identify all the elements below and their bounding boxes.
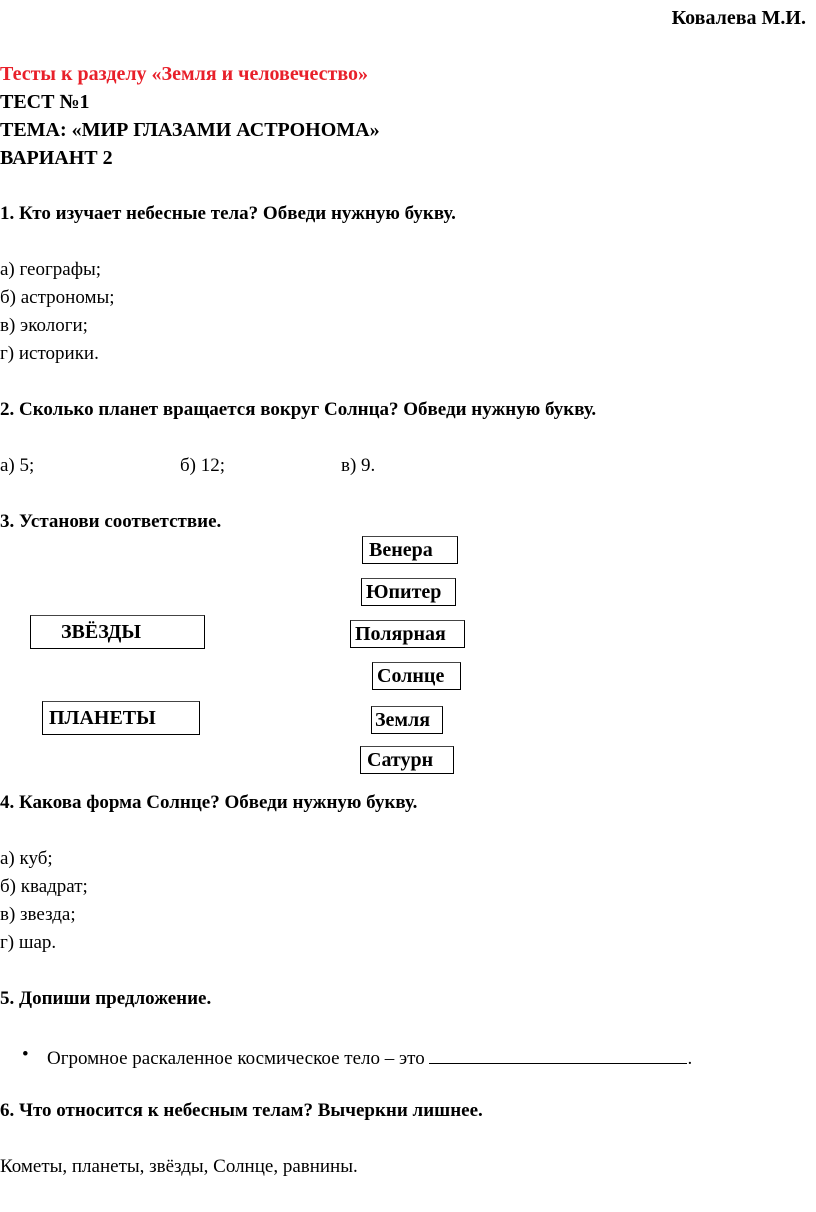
q5-sentence-end: .	[687, 1048, 693, 1069]
match-item-polaris: Полярная	[350, 620, 465, 648]
question-1: 1. Кто изучает небесные тела? Обведи нужную букву.	[0, 203, 456, 224]
q2-option-c: в) 9.	[341, 455, 376, 476]
match-item-venus: Венера	[362, 536, 458, 564]
question-4: 4. Какова форма Солнце? Обведи нужную букву.	[0, 792, 418, 813]
author-name: Ковалева М.И.	[671, 7, 806, 29]
bullet-icon: •	[22, 1044, 29, 1065]
question-5: 5. Допиши предложение.	[0, 988, 212, 1009]
q4-option-c: в) звезда;	[0, 904, 76, 925]
q1-option-c: в) экологи;	[0, 315, 88, 336]
q4-option-a: а) куб;	[0, 848, 53, 869]
match-item-jupiter: Юпитер	[361, 578, 456, 606]
question-2: 2. Сколько планет вращается вокруг Солнца? Обведи нужную букву.	[0, 399, 597, 420]
q5-sentence-text: Огромное раскаленное космическое тело – это	[47, 1048, 425, 1069]
test-variant: ВАРИАНТ 2	[0, 147, 113, 169]
q4-option-b: б) квадрат;	[0, 876, 88, 897]
match-category-planets: ПЛАНЕТЫ	[42, 701, 200, 735]
match-category-stars: ЗВЁЗДЫ	[30, 615, 205, 649]
section-title: Тесты к разделу «Земля и человечество»	[0, 63, 368, 85]
match-item-saturn: Сатурн	[360, 746, 454, 774]
q1-option-a: а) географы;	[0, 259, 102, 280]
q4-option-d: г) шар.	[0, 932, 57, 953]
test-number: ТЕСТ №1	[0, 91, 90, 113]
q2-option-b: б) 12;	[180, 455, 226, 476]
test-theme: ТЕМА: «МИР ГЛАЗАМИ АСТРОНОМА»	[0, 119, 380, 141]
q2-option-a: а) 5;	[0, 455, 35, 476]
q5-sentence	[47, 1045, 692, 1068]
q6-answer-list: Кометы, планеты, звёзды, Солнце, равнины.	[0, 1156, 358, 1177]
q1-option-d: г) историки.	[0, 343, 99, 364]
match-item-sun: Солнце	[372, 662, 461, 690]
question-3: 3. Установи соответствие.	[0, 511, 222, 532]
q1-option-b: б) астрономы;	[0, 287, 115, 308]
match-item-earth: Земля	[371, 706, 443, 734]
answer-blank[interactable]	[429, 1045, 687, 1064]
question-6: 6. Что относится к небесным телам? Вычеркни лишнее.	[0, 1100, 483, 1121]
